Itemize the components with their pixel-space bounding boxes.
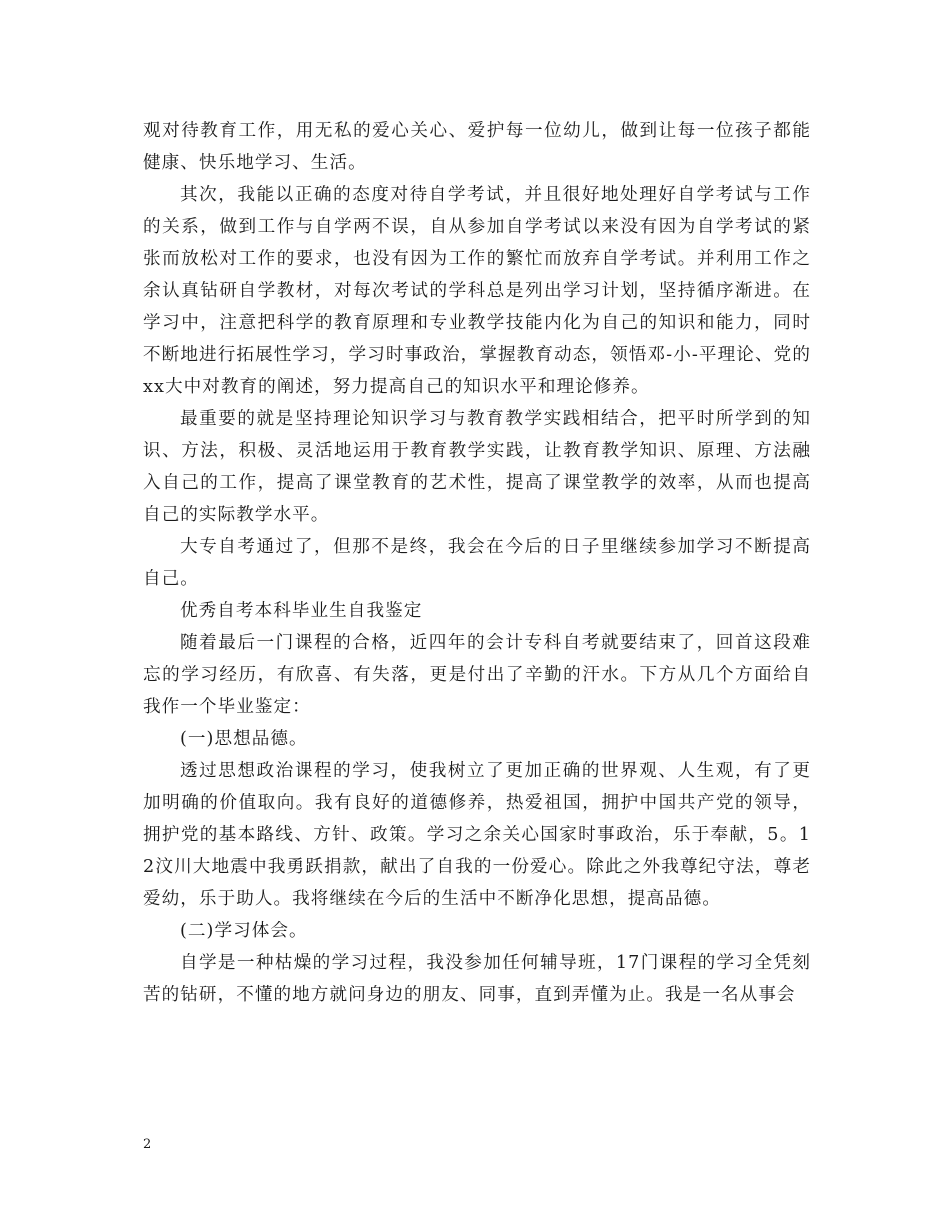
paragraph-3: 最重要的就是坚持理论知识学习与教育教学实践相结合，把平时所学到的知识、方法，积极、灵活地运用于教育教学实践，让教育教学知识、原理、方法融入自己的工作，提高了课堂教育的艺术性，提高了课堂教学的效率，从而也提高自己的实际教学水平。 bbox=[143, 409, 811, 525]
subheading-moral: (一)思想品德。 bbox=[180, 729, 308, 749]
paragraph-7: 自学是一种枯燥的学习过程，我没参加任何辅导班，17门课程的学习全凭刻苦的钻研，不懂的地方就问身边的朋友、同事，直到弄懂为止。我是一名从事会 bbox=[143, 953, 811, 1005]
paragraph-4: 大专自考通过了，但那不是终，我会在今后的日子里继续参加学习不断提高自己。 bbox=[143, 537, 811, 589]
subheading-study: (二)学习体会。 bbox=[180, 921, 308, 941]
paragraph-6: 透过思想政治课程的学习，使我树立了更加正确的世界观、人生观，有了更加明确的价值取向。我有良好的道德修养，热爱祖国，拥护中国共产党的领导，拥护党的基本路线、方针、政策。学习之余关心国家时事政治，乐于奉献，5。12汶川大地震中我勇跃捐款，献出了自我的一份爱心。除此之外我尊纪守法，尊老爱幼，乐于助人。我将继续在今后的生活中不断净化思想，提高品德。 bbox=[143, 761, 811, 909]
paragraph-2: 其次，我能以正确的态度对待自学考试，并且很好地处理好自学考试与工作的关系，做到工作与自学两不误，自从参加自学考试以来没有因为自学考试的紧张而放松对工作的要求，也没有因为工作的繁忙而放弃自学考试。并利用工作之余认真钻研自学教材，对每次考试的学科总是列出学习计划，坚持循序渐进。在学习中，注意把科学的教育原理和专业教学技能内化为自己的知识和能力，同时不断地进行拓展性学习，学习时事政治，掌握教育动态，领悟邓-小-平理论、党的xx大中对教育的阐述，努力提高自己的知识水平和理论修养。 bbox=[143, 185, 811, 397]
paragraph-1: 观对待教育工作，用无私的爱心关心、爱护每一位幼儿，做到让每一位孩子都能健康、快乐地学习、生活。 bbox=[143, 121, 811, 173]
document-body bbox=[143, 115, 811, 1011]
page-number: 2 bbox=[143, 1137, 152, 1152]
section-title: 优秀自考本科毕业生自我鉴定 bbox=[180, 601, 423, 621]
paragraph-5: 随着最后一门课程的合格，近四年的会计专科自考就要结束了，回首这段难忘的学习经历，有欣喜、有失落，更是付出了辛勤的汗水。下方从几个方面给自我作一个毕业鉴定： bbox=[143, 633, 811, 717]
